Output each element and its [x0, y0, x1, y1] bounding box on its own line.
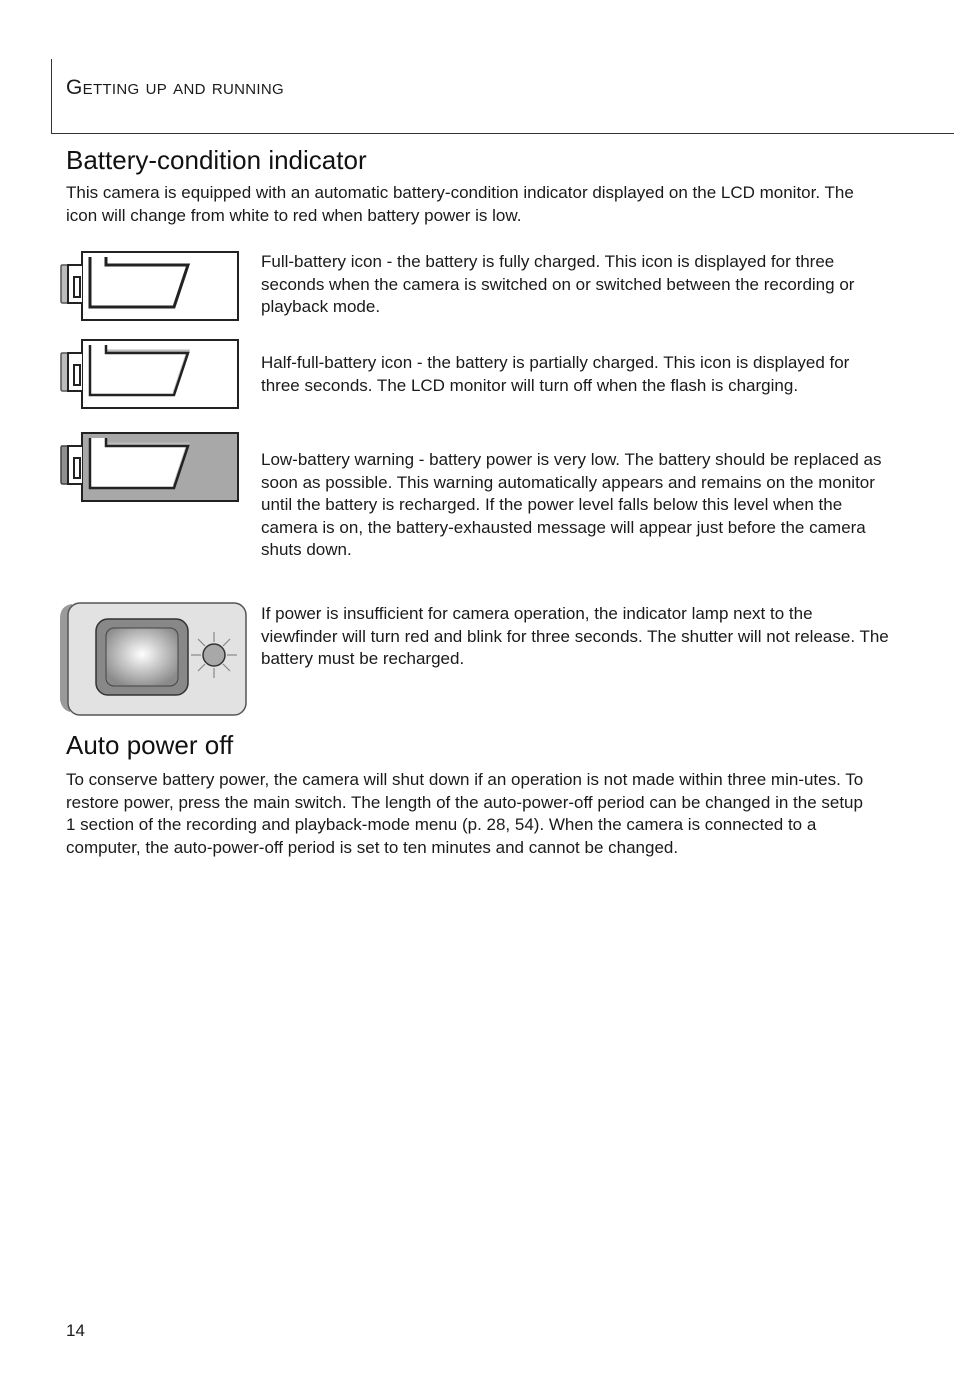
low-battery-description: Low-battery warning - battery power is very low. The battery should be replaced as soon as possible. This warning automatically appears and remains on the monitor until the battery is recharged. If the power level falls below this level when the camera is on, the battery-exhausted message will appear just before the camera shuts down.: [261, 450, 882, 560]
running-head: Getting up and running: [66, 76, 284, 99]
half-battery-description: Half-full-battery icon - the battery is partially charged. This icon is displayed for three seconds. The LCD monitor will turn off when the flash is charging.: [261, 353, 850, 395]
viewfinder-lamp-icon: [58, 600, 248, 718]
header-vertical-rule: [51, 59, 52, 134]
section-title-battery: Battery-condition indicator: [66, 145, 367, 175]
low-battery-icon: [58, 430, 242, 506]
auto-power-off-text: To conserve battery power, the camera will shut down if an operation is not made within three min-utes. To restore power, press the main switch. The length of the auto-power-off period can be changed in the setup 1 section of the recording and playback-mode menu (p. 28, 54). When the camera is connected to a computer, the auto-power-off period is set to ten minutes and cannot be changed.: [66, 770, 864, 857]
full-battery-description: Full-battery icon - the battery is fully charged. This icon is displayed for three seconds when the camera is switched on or switched between the recording or playback mode.: [261, 252, 855, 317]
full-battery-icon: [58, 249, 242, 325]
viewfinder-lamp-description: If power is insufficient for camera operation, the indicator lamp next to the viewfinder will turn red and blink for three seconds. The shutter will not release. The battery must be recharged.: [261, 604, 889, 669]
header-horizontal-rule: [51, 133, 954, 134]
half-battery-icon: [58, 337, 242, 413]
section-title-auto-power-off: Auto power off: [66, 730, 234, 760]
page-number: 14: [66, 1321, 85, 1340]
battery-intro: This camera is equipped with an automatic battery-condition indicator displayed on the LCD monitor. The icon will change from white to red when battery power is low.: [66, 183, 854, 225]
